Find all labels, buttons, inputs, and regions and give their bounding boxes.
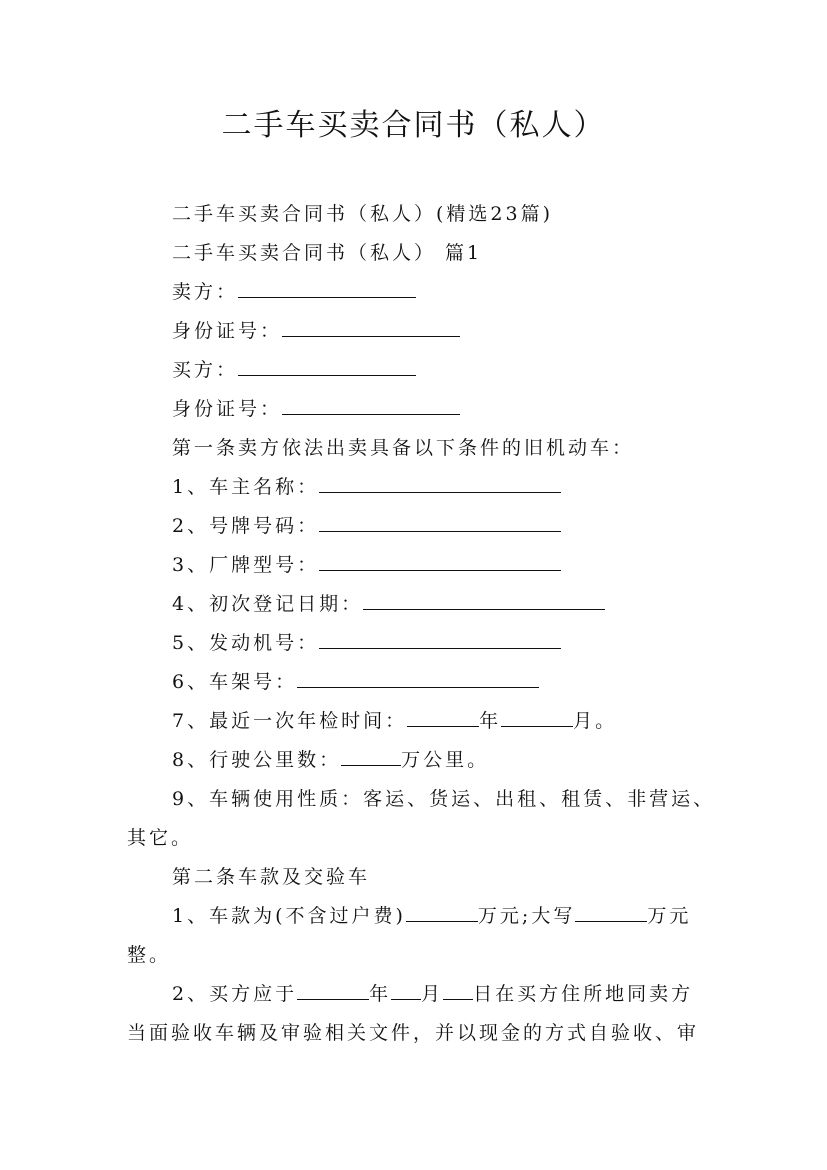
para-2-label: 2、买方应于 (172, 983, 298, 1005)
buyer-line (172, 355, 416, 382)
seller-blank[interactable] (238, 296, 416, 298)
para-2-line-1 (172, 979, 693, 1006)
item-2-blank[interactable] (319, 530, 561, 532)
item-7-year-label: 年 (479, 710, 502, 732)
subtitle: 二手车买卖合同书（私人）(精选23篇) (172, 203, 554, 225)
date-year-blank[interactable] (297, 998, 369, 1000)
para-2-month: 月 (421, 983, 444, 1005)
item-7-line (172, 706, 617, 733)
para-1-line-1 (172, 901, 691, 928)
item-7-month-blank[interactable] (501, 725, 573, 727)
item-5-blank[interactable] (319, 647, 561, 649)
date-day-blank[interactable] (443, 998, 473, 1000)
item-8-line (172, 745, 489, 772)
para-1-unit: 万元 (647, 905, 692, 927)
buyer-id-line (172, 394, 460, 421)
article-1: 第一条卖方依法出卖具备以下条件的旧机动车： (172, 437, 635, 459)
para-1-label: 1、车款为(不含过户费) (172, 905, 406, 927)
item-4-line (172, 589, 605, 616)
item-1-label: 1、车主名称： (172, 476, 320, 498)
item-4-blank[interactable] (363, 608, 605, 610)
item-2-line (172, 511, 561, 538)
item-7-year-blank[interactable] (407, 725, 479, 727)
buyer-id-blank[interactable] (282, 413, 460, 415)
item-1-blank[interactable] (319, 491, 561, 493)
para-1-mid: 万元;大写 (477, 905, 576, 927)
item-9-line-1: 9、车辆使用性质：客运、货运、出租、租赁、非营运、 (172, 788, 716, 810)
item-9-line-2: 其它。 (127, 827, 194, 849)
item-1-line (172, 472, 561, 499)
para-2-rest: 日在买方住所地同卖方 (473, 983, 694, 1005)
article-2: 第二条车款及交验车 (172, 866, 371, 888)
price-capital-blank[interactable] (575, 920, 647, 922)
document-title: 二手车买卖合同书（私人） (221, 108, 606, 143)
seller-label: 卖方： (172, 281, 239, 303)
buyer-id-label: 身份证号： (172, 398, 283, 420)
item-3-blank[interactable] (319, 569, 561, 571)
item-4-label: 4、初次登记日期： (172, 593, 364, 615)
item-7-label: 7、最近一次年检时间： (172, 710, 408, 732)
item-8-label: 8、行驶公里数： (172, 749, 342, 771)
item-6-blank[interactable] (297, 686, 539, 688)
para-1-line-2: 整。 (127, 944, 172, 966)
item-7-month-label: 月。 (573, 710, 618, 732)
item-5-line (172, 628, 561, 655)
seller-line (172, 277, 416, 304)
seller-id-label: 身份证号： (172, 320, 283, 342)
item-3-label: 3、厂牌型号： (172, 554, 320, 576)
price-blank[interactable] (406, 920, 478, 922)
item-6-line (172, 667, 539, 694)
item-6-label: 6、车架号： (172, 671, 298, 693)
item-3-line (172, 550, 561, 577)
item-2-label: 2、号牌号码： (172, 515, 320, 537)
section-heading: 二手车买卖合同书（私人） 篇1 (172, 242, 483, 264)
item-8-blank[interactable] (341, 764, 401, 766)
buyer-blank[interactable] (238, 374, 416, 376)
date-month-blank[interactable] (391, 998, 421, 1000)
item-5-label: 5、发动机号： (172, 632, 320, 654)
item-8-unit: 万公里。 (401, 749, 490, 771)
para-2-year: 年 (369, 983, 392, 1005)
seller-id-blank[interactable] (282, 335, 460, 337)
buyer-label: 买方： (172, 359, 239, 381)
seller-id-line (172, 316, 460, 343)
para-2-line-2: 当面验收车辆及审验相关文件，并以现金的方式自验收、审 (127, 1022, 700, 1044)
